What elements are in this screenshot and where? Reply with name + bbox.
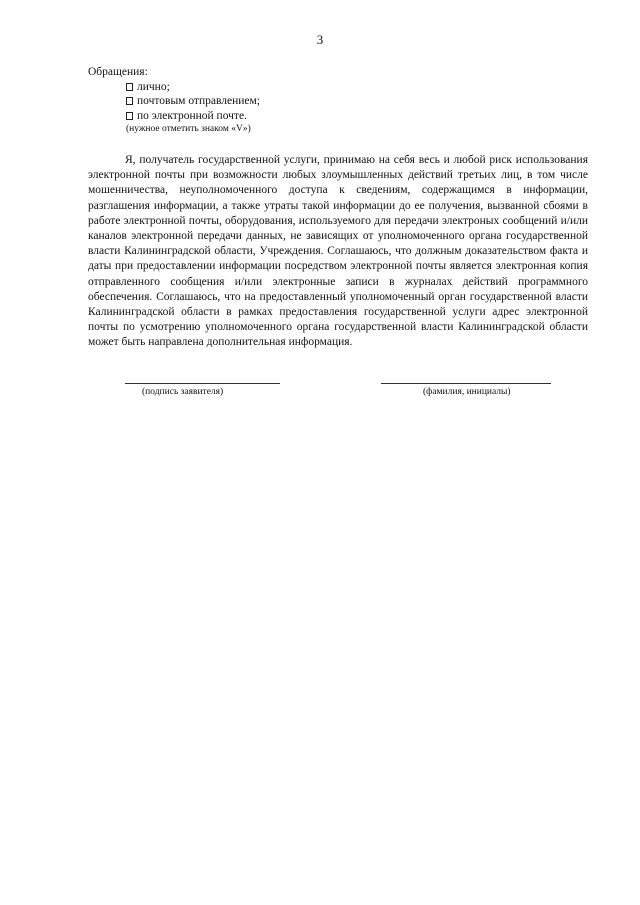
applicant-signature-caption: (подпись заявителя)	[142, 387, 224, 397]
appeal-method-title: Обращения:	[88, 66, 148, 78]
checkbox-icon[interactable]	[126, 83, 133, 91]
consent-paragraph: Я, получатель государственной услуги, принимаю на себя весь и любой риск использования электронной почты при возможности любых злоумышленных действий третьих лиц, в том числе мошенничества, неуполномоченного доступа к сведениям, содержащимся в информации, разглашения информации, а также утраты такой информации до ее получения, вызванной сбоями в работе электронной почты, оборудования, используемого для передачи электроных сообщений и/или каналов электронной передачи данных, не зависящих от уполномоченного органа государственной власти Калининградской области, Учреждения. Соглашаюсь, что должным доказательством факта и даты при предоставлении информации посредством электронной почты является электронная копия отправленного сообщения и/или электронные записи в журналах действий программного обеспечения. Соглашаюсь, что на предоставленный уполномоченный орган государственной власти Калининградской области в рамках предоставления государственной услуги адрес электронной почты по усмотрению уполномоченного органа государственной власти Калининградской области может быть направлена дополнительная информация.	[88, 154, 588, 349]
applicant-name-caption: (фамилия, инициалы)	[423, 387, 511, 397]
applicant-name-line[interactable]	[381, 383, 551, 384]
option-by-post[interactable]	[126, 94, 260, 109]
page-number: 3	[316, 32, 324, 47]
appeal-method-section	[88, 65, 260, 136]
option-label: почтовым отправлением;	[137, 95, 260, 107]
checkbox-icon[interactable]	[126, 112, 133, 120]
option-label: лично;	[137, 80, 170, 93]
appeal-method-options	[88, 80, 260, 124]
option-by-email[interactable]	[126, 109, 260, 124]
selection-note: (нужное отметить знаком «V»)	[126, 124, 251, 134]
checkbox-icon[interactable]	[126, 97, 133, 105]
option-label: по электронной почте.	[137, 109, 247, 122]
option-in-person[interactable]	[126, 80, 260, 95]
applicant-signature-line[interactable]	[125, 383, 280, 384]
